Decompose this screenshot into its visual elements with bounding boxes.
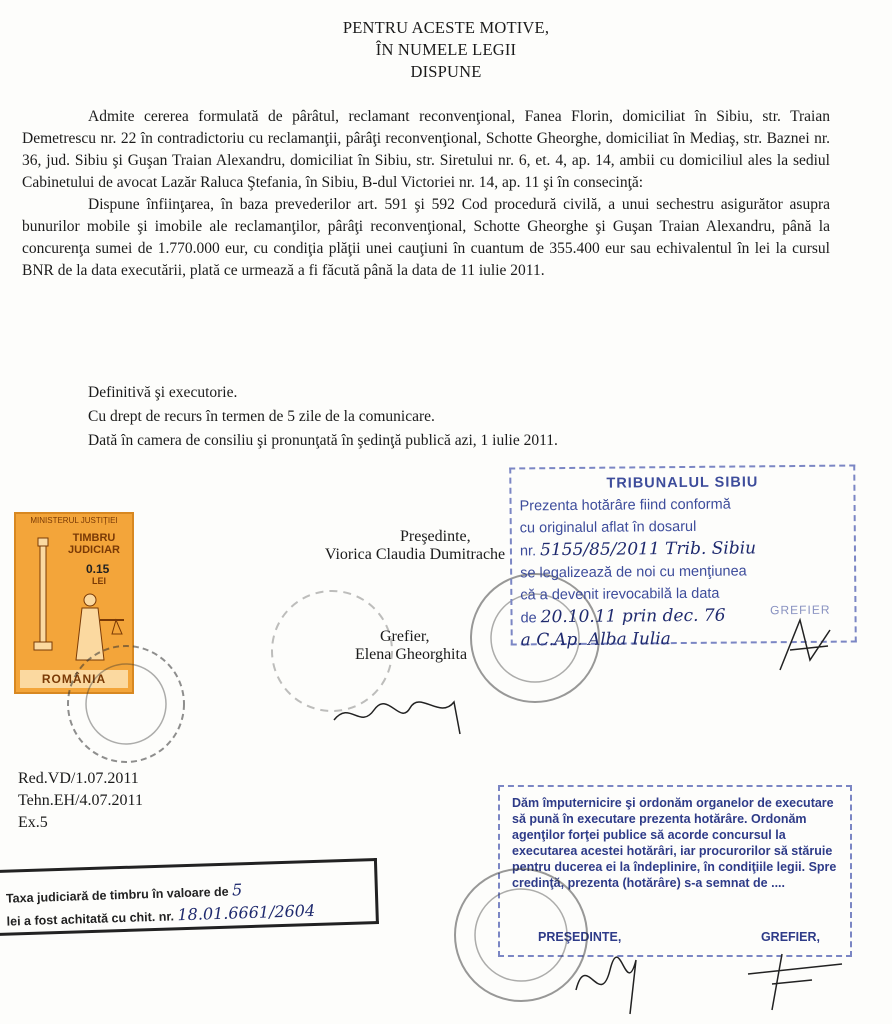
president-signature-block — [300, 528, 530, 564]
ruling-body — [22, 106, 830, 282]
tax-line-1: Taxa judiciară de timbru în valoare de 5 — [5, 880, 243, 906]
ref-redactat: Red.VD/1.07.2011 — [18, 770, 139, 787]
handwritten-signature-icon — [330, 690, 490, 740]
conformity-line: se legalizează de noi cu menţiunea — [520, 563, 747, 582]
execution-president: PREŞEDINTE, — [538, 930, 622, 944]
references-block — [18, 768, 143, 834]
line-recurs: Cu drept de recurs în termen de 5 zile de la comunicare. — [88, 408, 435, 425]
stamp-grefier: GREFIER — [770, 602, 831, 618]
conformity-line: că a devenit irevocabilă la data — [520, 585, 720, 604]
handwritten-signature-icon — [566, 940, 656, 1020]
tax-value: 5 — [231, 880, 243, 900]
conformity-line: Prezenta hotărâre fiind conformă — [519, 496, 731, 515]
line-definitiva: Definitivă şi executorie. — [88, 384, 238, 401]
president-name: Viorica Claudia Dumitrache — [324, 546, 506, 563]
ref-exemplare: Ex.5 — [18, 814, 48, 831]
line-pronuntata: Dată în camera de consiliu şi pronunţată în şedinţă publică azi, 1 iulie 2011. — [88, 432, 558, 449]
stamp-country: ROMÂNIA — [20, 670, 128, 688]
heading-numele-legii: ÎN NUMELE LEGII — [375, 40, 517, 59]
tax-line-2: lei a fost achitată cu chit. nr. 18.01.6661/2604 — [6, 900, 316, 929]
paragraph-dispune: Dispune înfiinţarea, în baza prevederilor art. 591 şi 592 Cod procedură civilă, a unui sechestru asigurător asupra bunurilor mobile şi imobile ale reclamanţilor, pârâţi reconvenţional, Schotte Gheorghe şi Guşan Traian Alexandru, până la concurenţa sumei de 1.770.000 eur, cu condiţia plăţii unei cauţiuni în cuantum de 355.400 eur sau echivalentul în lei la cursul BNR de la data executării, plată ce urmează a fi făcută până la data de 11 iulie 2011. — [22, 196, 830, 279]
round-seal-icon — [62, 640, 190, 768]
stamp-ministry: MINISTERUL JUSTIŢIEI — [30, 516, 118, 525]
heading-dispune: DISPUNE — [410, 62, 482, 81]
president-role: Preşedinte, — [400, 528, 471, 545]
execution-grefier: GREFIER, — [760, 930, 820, 944]
appeal-court: a C.Ap. Alba Iulia — [520, 629, 671, 651]
heading-motive: PENTRU ACESTE MOTIVE, — [342, 18, 550, 37]
irrevocable-date: 20.10.11 prin dec. 76 — [540, 605, 726, 628]
receipt-number: 18.01.6661/2604 — [177, 900, 316, 925]
ref-tehnoredactat: Tehn.EH/4.07.2011 — [18, 792, 143, 809]
clerk-name: Elena Gheorghita — [354, 646, 468, 663]
clerk-role: Grefier, — [380, 628, 430, 645]
column-icon — [24, 534, 64, 654]
stamp-unit: LEI — [92, 576, 107, 586]
handwritten-signature-icon — [742, 944, 852, 1020]
handwritten-signature-icon — [770, 610, 840, 690]
execution-text: Dăm împuternicire şi ordonăm organelor de executare să pună în executare prezenta hotărâre. Ordonăm agenţilor forţei publice să acorde concursul la executarea acestei hotărâri, iar procurorilor să stăruie pentru ducerea ei la îndeplinire, în condiţiile legii. Spre credinţă, prezenta (hotărâre) s-a semnat de .... — [512, 796, 837, 890]
dossier-number: 5155/85/2011 Trib. Sibiu — [540, 538, 757, 561]
tax-box — [0, 858, 379, 936]
conformity-line: de 20.10.11 prin dec. 76 — [520, 605, 726, 628]
stamp-value: 0.15 — [86, 562, 110, 576]
stamp-title: TIMBRU JUDICIAR — [68, 532, 120, 556]
court-name: TRIBUNALUL SIBIU — [606, 474, 759, 492]
conformity-line: cu originalul aflat în dosarul — [519, 518, 697, 537]
conformity-line: nr. 5155/85/2011 Trib. Sibiu — [519, 538, 757, 561]
paragraph-admite: Admite cererea formulată de pârâtul, reclamant reconvenţional, Fanea Florin, domiciliat în Sibiu, str. Traian Demetrescu nr. 22 în contradictoriu cu reclamanţii, pârâţi reconvenţional, Schotte Gheorghe, domiciliat în Mediaş, str. Baznei nr. 36, jud. Sibiu şi Guşan Traian Alexandru, domiciliat în Sibiu, str. Siretului nr. 6, et. 4, ap. 14, ambii cu domiciliul ales la sediul Cabinetului de avocat Lazăr Raluca Ştefania, în Sibiu, B-dul Victoriei nr. 14, ap. 11 şi în consecinţă: — [22, 108, 830, 191]
